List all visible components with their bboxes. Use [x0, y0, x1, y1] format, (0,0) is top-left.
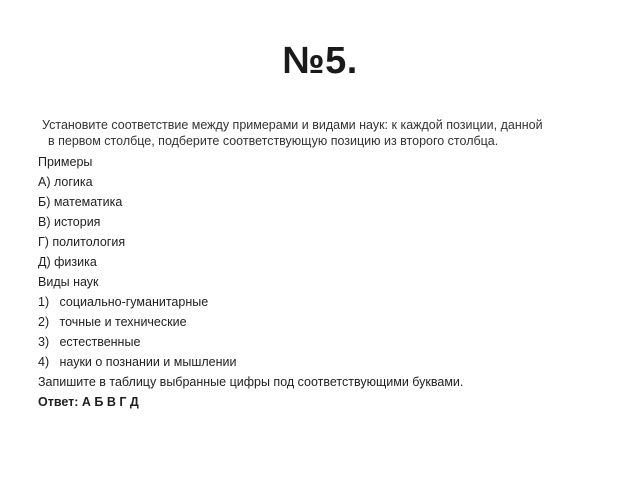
example-item: Д) физика — [38, 255, 97, 269]
page-title: №5. — [282, 40, 358, 82]
example-item: В) история — [38, 215, 101, 229]
science-item-number: 1) — [38, 295, 50, 309]
science-item — [38, 352, 598, 372]
task-statement — [38, 117, 610, 149]
example-item: А) логика — [38, 175, 93, 189]
science-item-label: точные и технические — [59, 315, 187, 329]
sciences-heading: Виды наук — [38, 275, 99, 289]
science-item-number: 4) — [38, 355, 50, 369]
task-content — [38, 152, 598, 412]
science-item-label: социально-гуманитарные — [59, 295, 209, 309]
task-line-1: Установите соответствие между примерами и видами наук: к каждой позиции, данной — [42, 118, 543, 132]
instruction-text: Запишите в таблицу выбранные цифры под соответствующими буквами. — [38, 375, 464, 389]
examples-heading: Примеры — [38, 155, 93, 169]
science-item — [38, 292, 598, 312]
answer-line: Ответ: А Б В Г Д — [38, 395, 139, 409]
science-item-label: естественные — [59, 335, 141, 349]
task-line-2: в первом столбце, подберите соответствующую позицию из второго столбца. — [48, 134, 499, 148]
example-item: Б) математика — [38, 195, 123, 209]
science-item — [38, 332, 598, 352]
science-item-number: 3) — [38, 335, 50, 349]
science-item-number: 2) — [38, 315, 50, 329]
science-item — [38, 312, 598, 332]
example-item: Г) политология — [38, 235, 126, 249]
science-item-label: науки о познании и мышлении — [59, 355, 237, 369]
